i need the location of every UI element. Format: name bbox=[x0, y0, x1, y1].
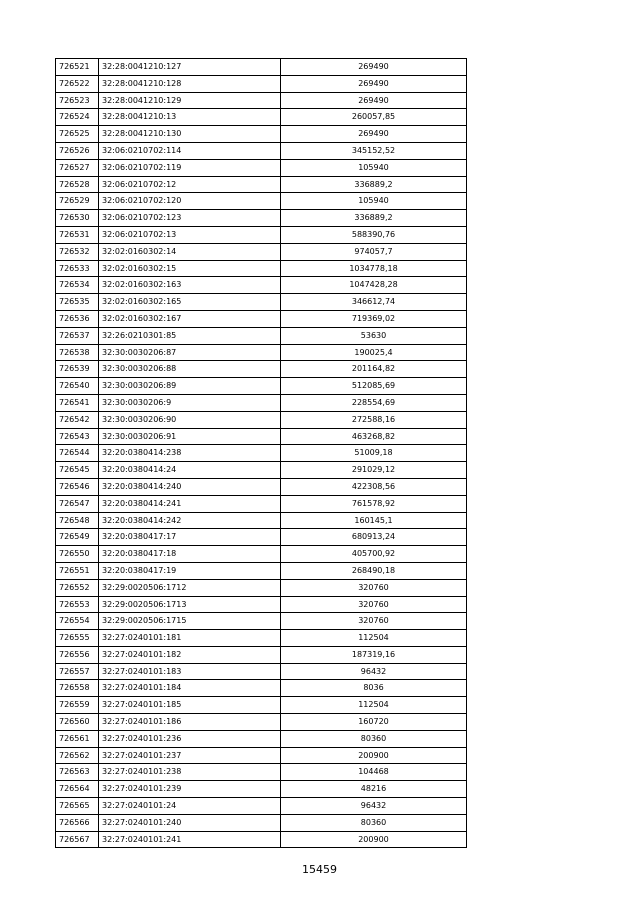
cadastral-number-cell: 32:28:0041210:13 bbox=[99, 109, 281, 126]
cadastral-number-cell: 32:06:0210702:114 bbox=[99, 142, 281, 159]
row-number-cell: 726533 bbox=[56, 260, 99, 277]
row-number-cell: 726534 bbox=[56, 277, 99, 294]
row-number-cell: 726567 bbox=[56, 831, 99, 848]
table-row bbox=[56, 294, 467, 311]
cadastral-number-cell: 32:27:0240101:181 bbox=[99, 630, 281, 647]
table-row bbox=[56, 445, 467, 462]
row-number-cell: 726531 bbox=[56, 226, 99, 243]
row-number-cell: 726551 bbox=[56, 562, 99, 579]
cadastral-number-cell: 32:26:0210301:85 bbox=[99, 327, 281, 344]
value-cell: 80360 bbox=[281, 730, 467, 747]
table-row bbox=[56, 478, 467, 495]
cadastral-number-cell: 32:28:0041210:129 bbox=[99, 92, 281, 109]
cadastral-number-cell: 32:02:0160302:165 bbox=[99, 294, 281, 311]
value-cell: 974057,7 bbox=[281, 243, 467, 260]
value-cell: 268490,18 bbox=[281, 562, 467, 579]
cadastral-number-cell: 32:28:0041210:127 bbox=[99, 59, 281, 76]
value-cell: 761578,92 bbox=[281, 495, 467, 512]
table-row bbox=[56, 764, 467, 781]
value-cell: 291029,12 bbox=[281, 462, 467, 479]
value-cell: 463268,82 bbox=[281, 428, 467, 445]
row-number-cell: 726529 bbox=[56, 193, 99, 210]
value-cell: 8036 bbox=[281, 680, 467, 697]
cadastral-number-cell: 32:28:0041210:130 bbox=[99, 126, 281, 143]
value-cell: 1047428,28 bbox=[281, 277, 467, 294]
value-cell: 1034778,18 bbox=[281, 260, 467, 277]
row-number-cell: 726550 bbox=[56, 546, 99, 563]
cadastral-number-cell: 32:06:0210702:119 bbox=[99, 159, 281, 176]
value-cell: 80360 bbox=[281, 814, 467, 831]
row-number-cell: 726538 bbox=[56, 344, 99, 361]
value-cell: 269490 bbox=[281, 59, 467, 76]
row-number-cell: 726552 bbox=[56, 579, 99, 596]
row-number-cell: 726561 bbox=[56, 730, 99, 747]
value-cell: 160145,1 bbox=[281, 512, 467, 529]
row-number-cell: 726548 bbox=[56, 512, 99, 529]
table-row bbox=[56, 193, 467, 210]
cadastral-number-cell: 32:20:0380417:17 bbox=[99, 529, 281, 546]
page-number: 15459 bbox=[302, 863, 337, 876]
table-row bbox=[56, 462, 467, 479]
cadastral-number-cell: 32:27:0240101:238 bbox=[99, 764, 281, 781]
value-cell: 51009,18 bbox=[281, 445, 467, 462]
table-row bbox=[56, 159, 467, 176]
table-row bbox=[56, 814, 467, 831]
table-row bbox=[56, 798, 467, 815]
cadastral-number-cell: 32:27:0240101:182 bbox=[99, 646, 281, 663]
value-cell: 512085,69 bbox=[281, 378, 467, 395]
value-cell: 96432 bbox=[281, 663, 467, 680]
value-cell: 269490 bbox=[281, 92, 467, 109]
value-cell: 112504 bbox=[281, 630, 467, 647]
value-cell: 48216 bbox=[281, 781, 467, 798]
value-cell: 105940 bbox=[281, 159, 467, 176]
value-cell: 260057,85 bbox=[281, 109, 467, 126]
cadastral-number-cell: 32:27:0240101:240 bbox=[99, 814, 281, 831]
cadastral-number-cell: 32:02:0160302:167 bbox=[99, 310, 281, 327]
value-cell: 336889,2 bbox=[281, 210, 467, 227]
row-number-cell: 726564 bbox=[56, 781, 99, 798]
table-row bbox=[56, 327, 467, 344]
row-number-cell: 726546 bbox=[56, 478, 99, 495]
table-row bbox=[56, 361, 467, 378]
row-number-cell: 726524 bbox=[56, 109, 99, 126]
cadastral-number-cell: 32:27:0240101:241 bbox=[99, 831, 281, 848]
cadastral-number-cell: 32:02:0160302:163 bbox=[99, 277, 281, 294]
value-cell: 269490 bbox=[281, 126, 467, 143]
value-cell: 105940 bbox=[281, 193, 467, 210]
row-number-cell: 726565 bbox=[56, 798, 99, 815]
cadastral-number-cell: 32:02:0160302:15 bbox=[99, 260, 281, 277]
value-cell: 345152,52 bbox=[281, 142, 467, 159]
row-number-cell: 726542 bbox=[56, 411, 99, 428]
cadastral-number-cell: 32:30:0030206:89 bbox=[99, 378, 281, 395]
cadastral-number-cell: 32:20:0380414:240 bbox=[99, 478, 281, 495]
row-number-cell: 726540 bbox=[56, 378, 99, 395]
table-row bbox=[56, 226, 467, 243]
table-row bbox=[56, 512, 467, 529]
value-cell: 96432 bbox=[281, 798, 467, 815]
cadastral-number-cell: 32:06:0210702:13 bbox=[99, 226, 281, 243]
cadastral-number-cell: 32:27:0240101:236 bbox=[99, 730, 281, 747]
row-number-cell: 726549 bbox=[56, 529, 99, 546]
row-number-cell: 726557 bbox=[56, 663, 99, 680]
table-row bbox=[56, 344, 467, 361]
table-row bbox=[56, 277, 467, 294]
row-number-cell: 726525 bbox=[56, 126, 99, 143]
value-cell: 269490 bbox=[281, 75, 467, 92]
cadastral-number-cell: 32:27:0240101:237 bbox=[99, 747, 281, 764]
table-row bbox=[56, 310, 467, 327]
cadastral-number-cell: 32:30:0030206:88 bbox=[99, 361, 281, 378]
cadastral-number-cell: 32:02:0160302:14 bbox=[99, 243, 281, 260]
table-row bbox=[56, 142, 467, 159]
row-number-cell: 726527 bbox=[56, 159, 99, 176]
table-row bbox=[56, 75, 467, 92]
value-cell: 200900 bbox=[281, 747, 467, 764]
cadastral-number-cell: 32:30:0030206:90 bbox=[99, 411, 281, 428]
cadastral-number-cell: 32:27:0240101:186 bbox=[99, 714, 281, 731]
table-row bbox=[56, 747, 467, 764]
row-number-cell: 726558 bbox=[56, 680, 99, 697]
table-row bbox=[56, 613, 467, 630]
row-number-cell: 726563 bbox=[56, 764, 99, 781]
cadastral-number-cell: 32:20:0380414:24 bbox=[99, 462, 281, 479]
table-row bbox=[56, 781, 467, 798]
value-cell: 336889,2 bbox=[281, 176, 467, 193]
value-cell: 200900 bbox=[281, 831, 467, 848]
row-number-cell: 726556 bbox=[56, 646, 99, 663]
table-row bbox=[56, 596, 467, 613]
table-row bbox=[56, 176, 467, 193]
table-row bbox=[56, 428, 467, 445]
value-cell: 422308,56 bbox=[281, 478, 467, 495]
row-number-cell: 726539 bbox=[56, 361, 99, 378]
value-cell: 104468 bbox=[281, 764, 467, 781]
row-number-cell: 726523 bbox=[56, 92, 99, 109]
cadastral-number-cell: 32:06:0210702:120 bbox=[99, 193, 281, 210]
table-row bbox=[56, 562, 467, 579]
cadastral-number-cell: 32:27:0240101:184 bbox=[99, 680, 281, 697]
table-row bbox=[56, 109, 467, 126]
table-row bbox=[56, 630, 467, 647]
row-number-cell: 726562 bbox=[56, 747, 99, 764]
table-row bbox=[56, 411, 467, 428]
cadastral-number-cell: 32:30:0030206:9 bbox=[99, 394, 281, 411]
value-cell: 719369,02 bbox=[281, 310, 467, 327]
row-number-cell: 726547 bbox=[56, 495, 99, 512]
value-cell: 320760 bbox=[281, 579, 467, 596]
row-number-cell: 726536 bbox=[56, 310, 99, 327]
value-cell: 588390,76 bbox=[281, 226, 467, 243]
value-cell: 346612,74 bbox=[281, 294, 467, 311]
value-cell: 405700,92 bbox=[281, 546, 467, 563]
row-number-cell: 726537 bbox=[56, 327, 99, 344]
table-row bbox=[56, 260, 467, 277]
row-number-cell: 726535 bbox=[56, 294, 99, 311]
value-cell: 53630 bbox=[281, 327, 467, 344]
value-cell: 228554,69 bbox=[281, 394, 467, 411]
cadastral-number-cell: 32:27:0240101:24 bbox=[99, 798, 281, 815]
table-row bbox=[56, 126, 467, 143]
value-cell: 201164,82 bbox=[281, 361, 467, 378]
row-number-cell: 726521 bbox=[56, 59, 99, 76]
table-row bbox=[56, 378, 467, 395]
cadastral-number-cell: 32:06:0210702:123 bbox=[99, 210, 281, 227]
cadastral-number-cell: 32:30:0030206:91 bbox=[99, 428, 281, 445]
value-cell: 187319,16 bbox=[281, 646, 467, 663]
cadastral-number-cell: 32:30:0030206:87 bbox=[99, 344, 281, 361]
row-number-cell: 726554 bbox=[56, 613, 99, 630]
cadastral-number-cell: 32:20:0380417:19 bbox=[99, 562, 281, 579]
value-cell: 160720 bbox=[281, 714, 467, 731]
table-row bbox=[56, 529, 467, 546]
row-number-cell: 726543 bbox=[56, 428, 99, 445]
table-row bbox=[56, 646, 467, 663]
row-number-cell: 726555 bbox=[56, 630, 99, 647]
cadastral-number-cell: 32:27:0240101:239 bbox=[99, 781, 281, 798]
table-row bbox=[56, 697, 467, 714]
row-number-cell: 726532 bbox=[56, 243, 99, 260]
table-row bbox=[56, 680, 467, 697]
row-number-cell: 726559 bbox=[56, 697, 99, 714]
cadastral-number-cell: 32:29:0020506:1712 bbox=[99, 579, 281, 596]
value-cell: 320760 bbox=[281, 613, 467, 630]
row-number-cell: 726560 bbox=[56, 714, 99, 731]
cadastral-number-cell: 32:20:0380414:238 bbox=[99, 445, 281, 462]
cadastral-number-cell: 32:27:0240101:183 bbox=[99, 663, 281, 680]
cadastral-number-cell: 32:29:0020506:1715 bbox=[99, 613, 281, 630]
cadastral-number-cell: 32:20:0380414:242 bbox=[99, 512, 281, 529]
cadastral-number-cell: 32:27:0240101:185 bbox=[99, 697, 281, 714]
table-row bbox=[56, 210, 467, 227]
row-number-cell: 726545 bbox=[56, 462, 99, 479]
table-row bbox=[56, 579, 467, 596]
table-row bbox=[56, 730, 467, 747]
value-cell: 680913,24 bbox=[281, 529, 467, 546]
table-row bbox=[56, 394, 467, 411]
row-number-cell: 726544 bbox=[56, 445, 99, 462]
row-number-cell: 726566 bbox=[56, 814, 99, 831]
table-row bbox=[56, 831, 467, 848]
cadastral-number-cell: 32:06:0210702:12 bbox=[99, 176, 281, 193]
cadastral-number-cell: 32:20:0380417:18 bbox=[99, 546, 281, 563]
table-row bbox=[56, 59, 467, 76]
table-row bbox=[56, 92, 467, 109]
value-cell: 190025,4 bbox=[281, 344, 467, 361]
value-cell: 112504 bbox=[281, 697, 467, 714]
table-row bbox=[56, 546, 467, 563]
table-row bbox=[56, 495, 467, 512]
row-number-cell: 726530 bbox=[56, 210, 99, 227]
table-row bbox=[56, 243, 467, 260]
table-body bbox=[56, 59, 467, 848]
row-number-cell: 726522 bbox=[56, 75, 99, 92]
value-cell: 320760 bbox=[281, 596, 467, 613]
row-number-cell: 726528 bbox=[56, 176, 99, 193]
value-cell: 272588,16 bbox=[281, 411, 467, 428]
cadastral-number-cell: 32:29:0020506:1713 bbox=[99, 596, 281, 613]
data-table bbox=[55, 58, 467, 848]
cadastral-number-cell: 32:20:0380414:241 bbox=[99, 495, 281, 512]
table-row bbox=[56, 714, 467, 731]
table-row bbox=[56, 663, 467, 680]
row-number-cell: 726526 bbox=[56, 142, 99, 159]
row-number-cell: 726553 bbox=[56, 596, 99, 613]
row-number-cell: 726541 bbox=[56, 394, 99, 411]
cadastral-number-cell: 32:28:0041210:128 bbox=[99, 75, 281, 92]
